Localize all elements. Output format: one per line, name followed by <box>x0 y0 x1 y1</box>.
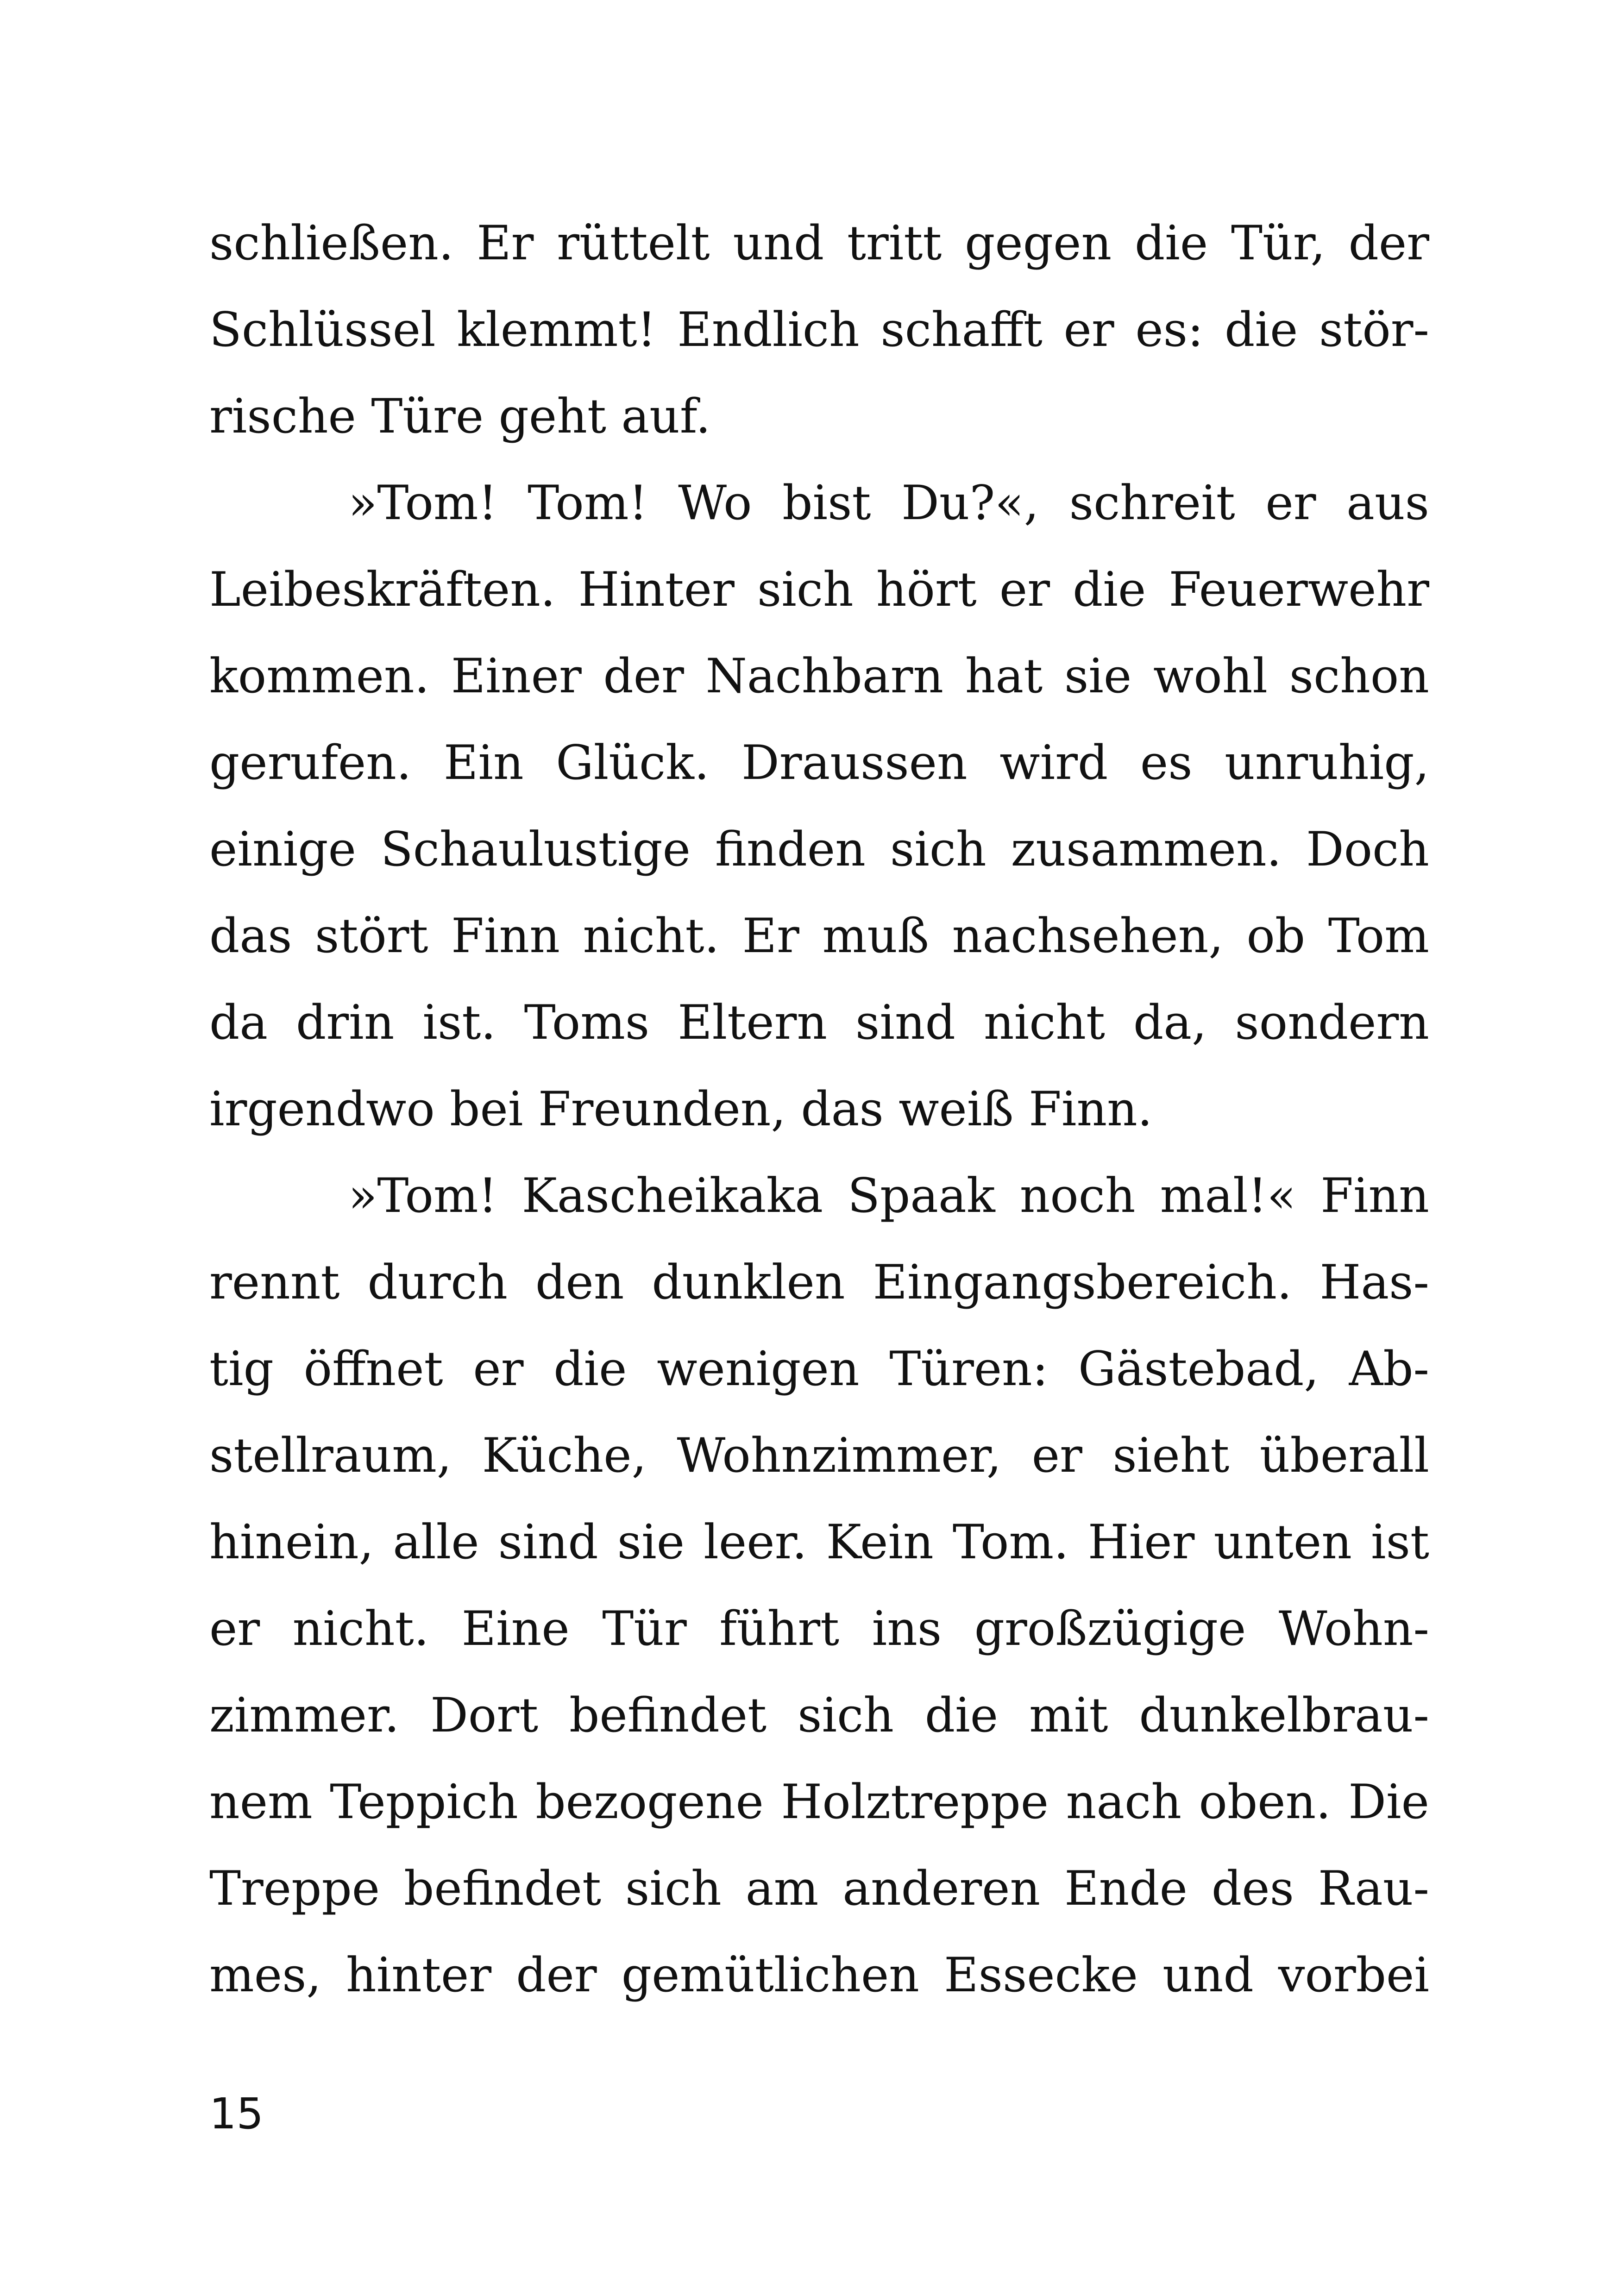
text-line: kommen. Einer der Nachbarn hat sie wohl schon <box>209 649 1429 704</box>
text-line: tig öffnet er die wenigen Türen: Gästebad, Ab- <box>209 1342 1429 1397</box>
text-line: irgendwo bei Freunden, das weiß Finn. <box>209 1082 1153 1137</box>
text-line: mes, hinter der gemütlichen Essecke und vorbei <box>209 1948 1429 2003</box>
text-line: einige Schaulustige finden sich zusammen. Doch <box>209 822 1429 877</box>
page-number: 15 <box>209 2089 264 2139</box>
text-line: da drin ist. Toms Eltern sind nicht da, sondern <box>209 995 1429 1050</box>
text-line: er nicht. Eine Tür führt ins großzügige Wohn- <box>209 1601 1429 1656</box>
text-line: Treppe befindet sich am anderen Ende des Rau- <box>209 1861 1429 1916</box>
text-line: rische Türe geht auf. <box>209 389 711 444</box>
text-line: »Tom! Tom! Wo bist Du?«, schreit er aus <box>348 476 1429 531</box>
text-line: schließen. Er rüttelt und tritt gegen die Tür, der <box>209 216 1429 271</box>
text-line: »Tom! Kascheikaka Spaak noch mal!« Finn <box>348 1168 1429 1223</box>
text-line: gerufen. Ein Glück. Draussen wird es unruhig, <box>209 735 1429 790</box>
text-line: Schlüssel klemmt! Endlich schafft er es: die stör- <box>209 302 1429 358</box>
text-line: nem Teppich bezogene Holztreppe nach oben. Die <box>209 1775 1429 1830</box>
text-line: rennt durch den dunklen Eingangsbereich. Has- <box>209 1255 1429 1310</box>
body-text <box>209 200 1429 2019</box>
text-line: stellraum, Küche, Wohnzimmer, er sieht überall <box>209 1428 1429 1483</box>
text-line: Leibeskräften. Hinter sich hört er die Feuerwehr <box>209 562 1429 617</box>
text-line: hinein, alle sind sie leer. Kein Tom. Hier unten ist <box>209 1515 1429 1570</box>
text-line: zimmer. Dort befindet sich die mit dunkelbrau- <box>209 1688 1429 1743</box>
text-line: das stört Finn nicht. Er muß nachsehen, ob Tom <box>209 909 1429 964</box>
